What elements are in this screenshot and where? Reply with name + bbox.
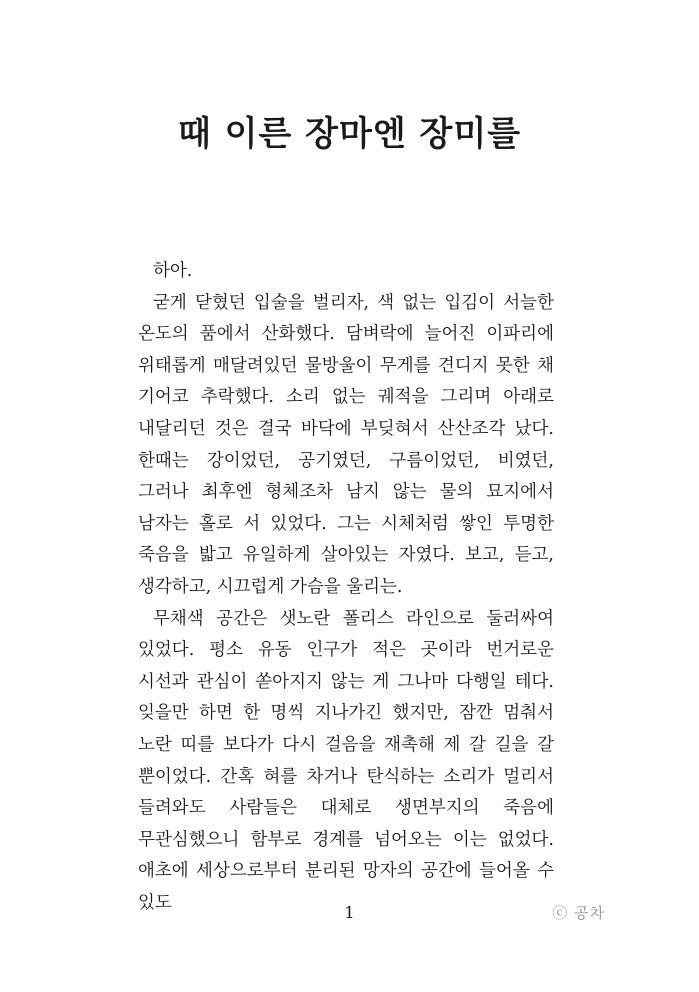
body-text [138,256,554,919]
page-number: 1 [344,903,355,922]
paragraph-3: 무채색 공간은 샛노란 폴리스 라인으로 둘러싸여 있었다. 평소 유동 인구가 적은 곳이라 번거로운 시선과 관심이 쏟아지지 않는 게 그나마 다행일 테다. 잊을만 하면 한 명씩 지나가긴 했지만, 잠깐 멈춰서 노란 띠를 보다가 다시 걸음을 재촉해 제 갈 길을 갈 뿐이었다. 간혹 혀를 차거나 탄식하는 소리가 멀리서 들려와도 사람들은 대체로 생면부지의 죽음에 무관심했으니 함부로 경계를 넘어오는 이는 없었다. 애초에 세상으로부터 분리된 망자의 공간에 들어올 수 있도 [138,608,554,913]
paragraph-1: 하아. [153,261,193,281]
document-title: 때 이른 장마엔 장미를 [177,114,522,154]
copyright-notice: ⓒ 공차 [552,904,605,922]
paragraph-2: 굳게 닫혔던 입술을 벌리자, 색 없는 입김이 서늘한 온도의 품에서 산화했다. 담벼락에 늘어진 이파리에 위태롭게 매달려있던 물방울이 무게를 견디지 못한 채 기어코 추락했다. 소리 없는 궤적을 그리며 아래로 내달리던 것은 결국 바닥에 부딪혀서 산산조각 났다. 한때는 강이었던, 공기였던, 구름이었던, 비였던, 그러나 최후엔 형체조차 남지 않는 물의 묘지에서 남자는 홀로 서 있었다. 그는 시체처럼 쌓인 투명한 죽음을 밟고 유일하게 살아있는 자였다. 보고, 듣고, 생각하고, 시끄럽게 가슴을 울리는. [138,292,554,597]
